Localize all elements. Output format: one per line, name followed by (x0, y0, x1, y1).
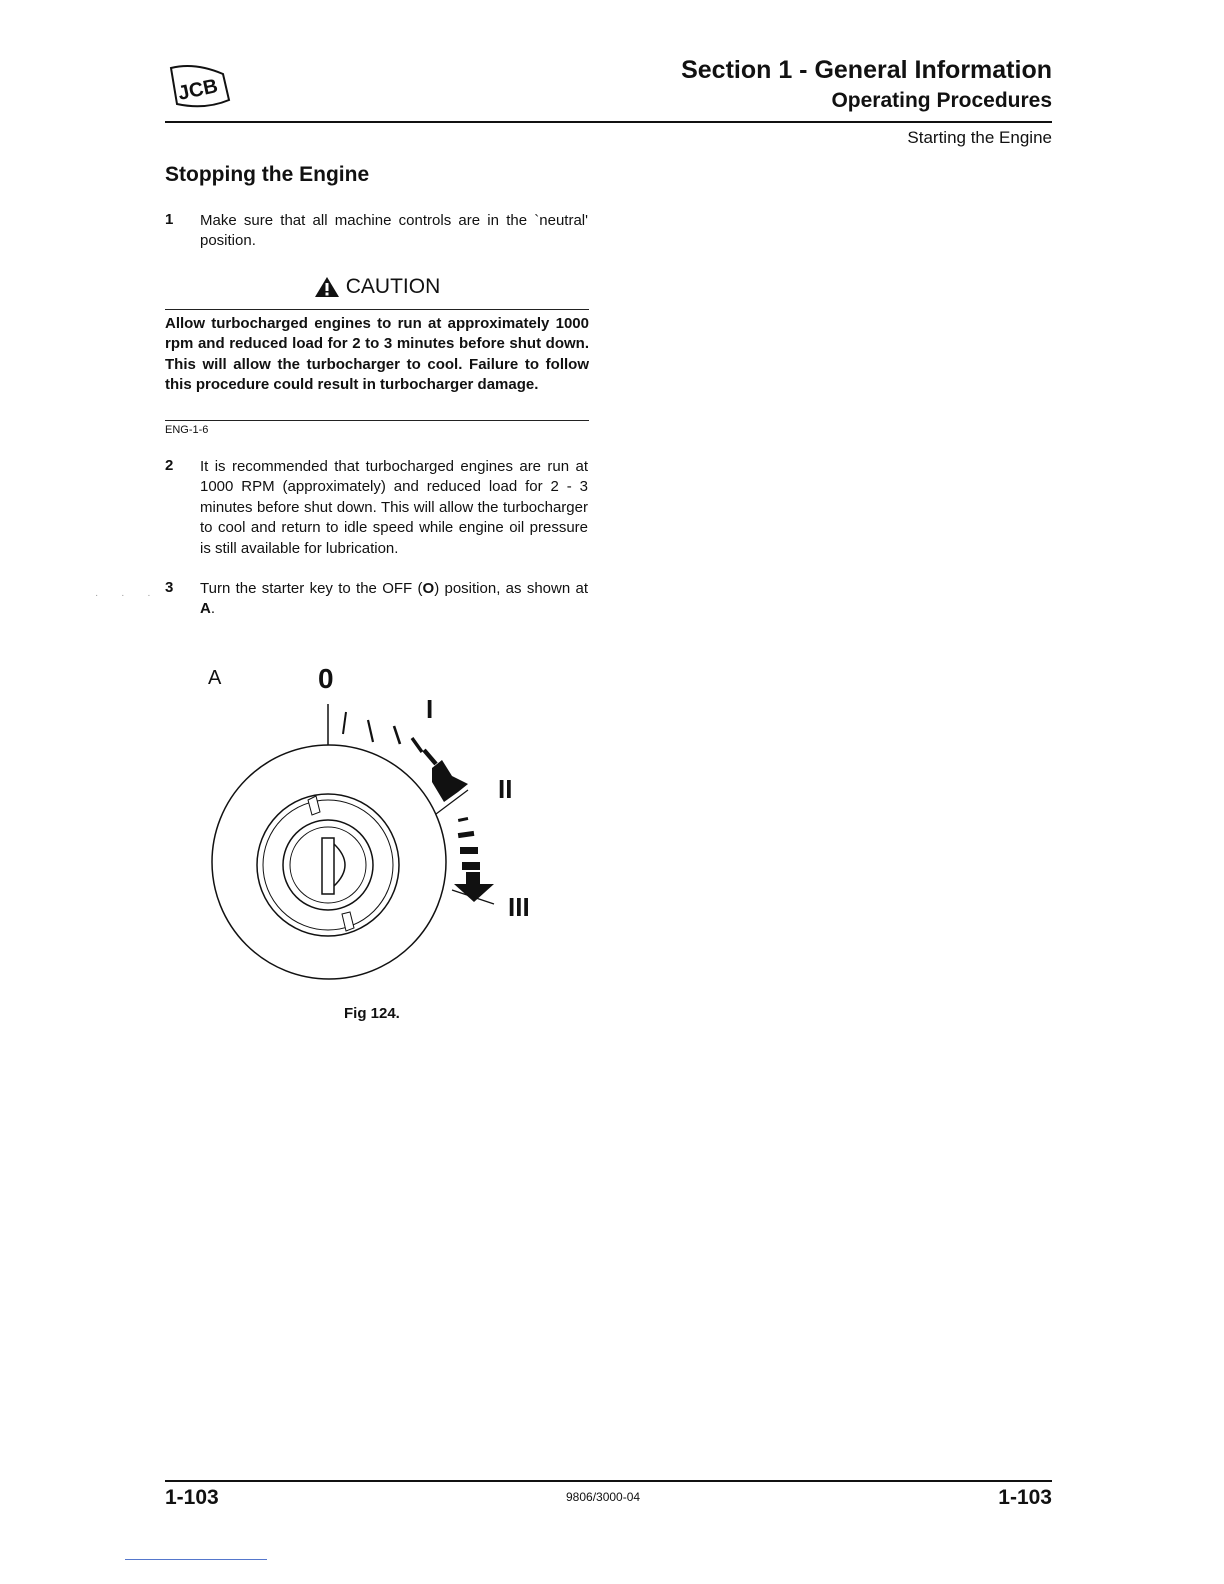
position-2-label: II (498, 774, 513, 804)
tick-e (424, 750, 436, 764)
caution-reference: ENG-1-6 (165, 424, 209, 436)
segment-d (462, 862, 480, 870)
figure-label-a: A (208, 667, 222, 689)
caution-title: CAUTION (345, 275, 441, 298)
tick-a (343, 712, 346, 734)
step-text-3: Turn the starter key to the OFF (O) position, as shown at A. (200, 580, 589, 618)
arrow-to-2 (432, 760, 468, 802)
document-code: 9806/3000-04 (566, 1490, 641, 1504)
footer-rule (165, 1480, 1052, 1482)
topic-title: Starting the Engine (907, 128, 1052, 147)
step-number-2: 2 (165, 457, 174, 474)
caution-body: Allow turbocharged engines to run at approximately 1000 rpm and reduced load for 2 to 3 minutes before shut down. This will allow the turbocharger to cool. Failure to follow this procedure could result in turbocharger damage. (165, 315, 589, 394)
step-number-3: 3 (165, 579, 174, 596)
subsection-title: Operating Procedures (831, 89, 1052, 112)
step-text-1: Make sure that all machine controls are in the `neutral' position. (200, 212, 588, 250)
segment-b (458, 831, 475, 838)
step-text-2: It is recommended that turbocharged engines are run at 1000 RPM (approximately) and reduced load for 2 - 3 minutes before shut down. This will allow the turbocharger to cool and return to idle speed while engine oil pressure is still available for lubrication. (200, 458, 588, 557)
caution-rule-top (165, 309, 589, 310)
tick-c (394, 726, 400, 744)
page-heading: Stopping the Engine (165, 163, 370, 186)
segment-c (460, 847, 478, 854)
warning-triangle-icon (314, 276, 340, 298)
section-title: Section 1 - General Information (681, 56, 1052, 84)
caution-header (165, 275, 589, 303)
tick-b (368, 720, 373, 742)
page-number-left: 1-103 (165, 1486, 219, 1509)
header-rule (165, 121, 1052, 123)
segment-a (458, 817, 468, 822)
step-number-1: 1 (165, 211, 174, 228)
caution-rule-bottom (165, 420, 589, 421)
ignition-switch-figure (196, 652, 556, 1002)
tick-d (412, 738, 422, 752)
figure-caption: Fig 124. (344, 1005, 400, 1022)
position-off-label: 0 (318, 663, 334, 694)
key-blade (322, 838, 334, 894)
scan-artifact-line (125, 1559, 267, 1560)
jcb-logo (165, 60, 235, 112)
page-number-right: 1-103 (998, 1486, 1052, 1509)
scan-dots: · · · (95, 590, 161, 601)
position-1-label: I (426, 694, 434, 724)
logo-text: JCB (176, 75, 220, 105)
position-3-label: III (508, 892, 530, 922)
